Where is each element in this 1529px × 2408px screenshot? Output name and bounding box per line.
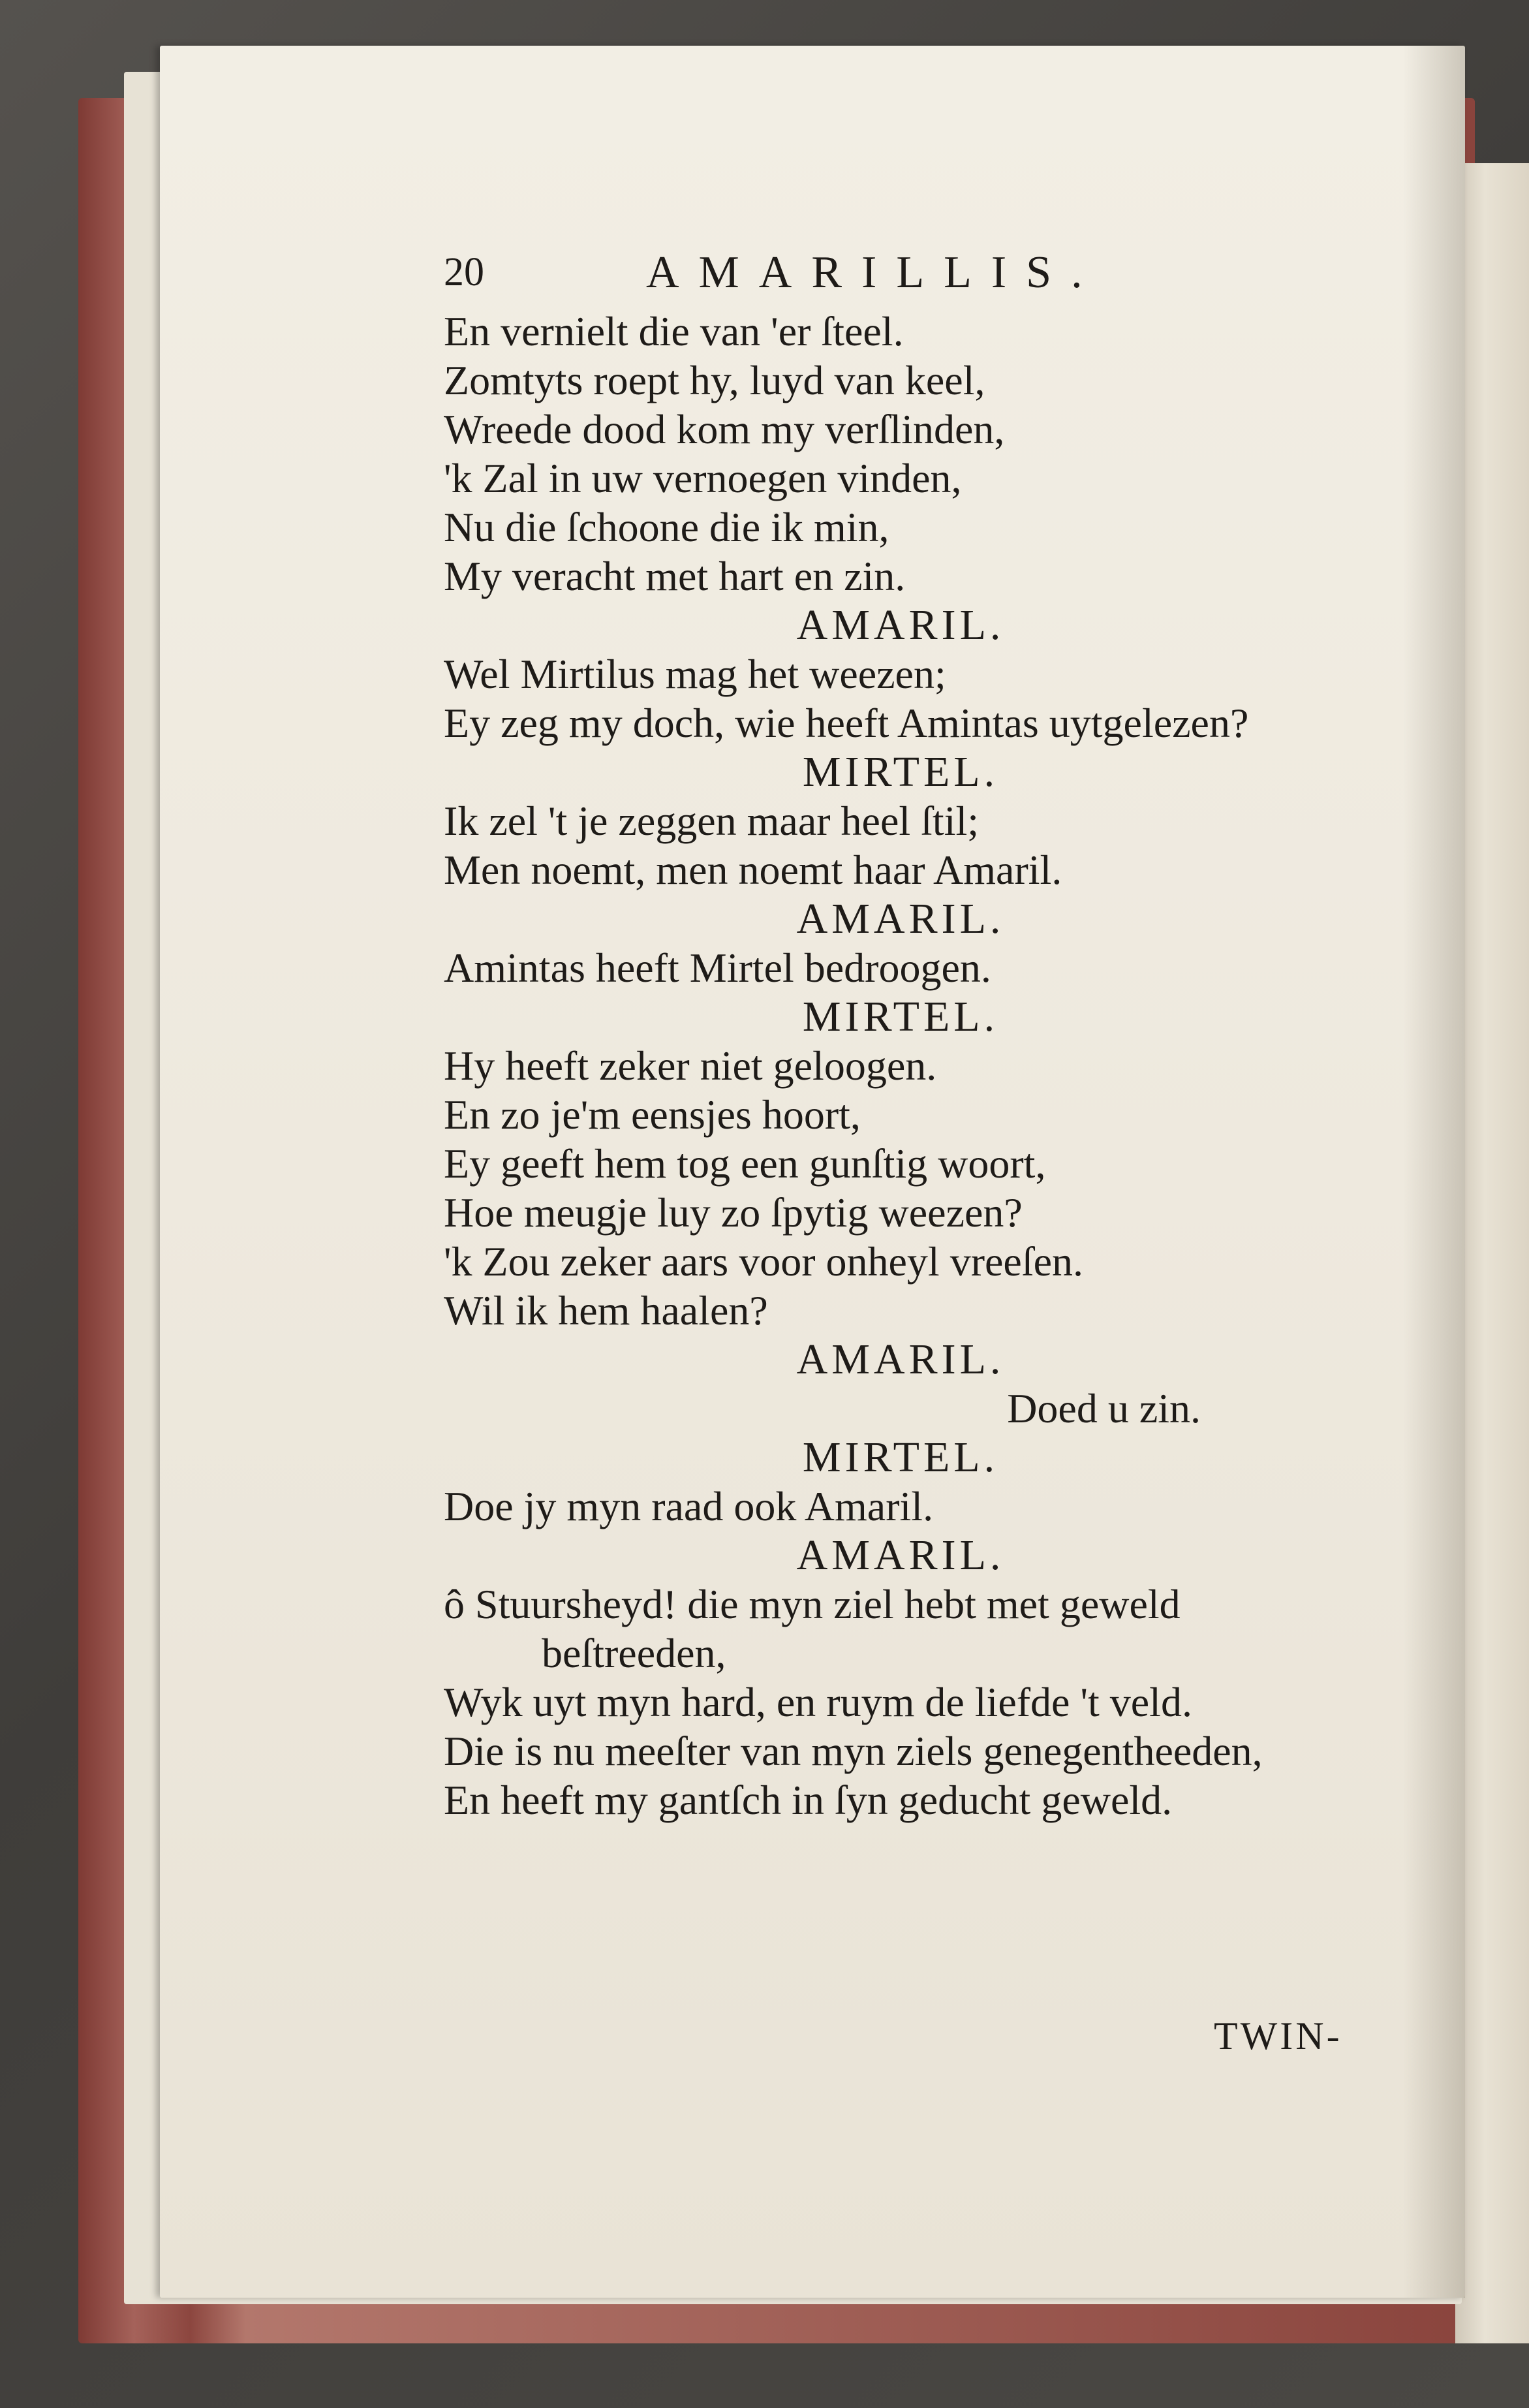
speaker-name: AMARIL. bbox=[796, 1336, 1005, 1383]
verse-line: Wil ik hem haalen? bbox=[444, 1287, 768, 1334]
speaker-name: MIRTEL. bbox=[802, 748, 999, 796]
speaker-name: MIRTEL. bbox=[802, 993, 999, 1040]
verse-line: Doed u zin. bbox=[1007, 1385, 1201, 1431]
verse-line: En vernielt die van 'er ſteel. bbox=[444, 308, 904, 354]
verse-line-continuation: beſtreeden, bbox=[542, 1630, 726, 1676]
verse-line: Amintas heeft Mirtel bedroogen. bbox=[444, 945, 991, 991]
page-text bbox=[444, 248, 1397, 1824]
verse-line: Men noemt, men noemt haar Amaril. bbox=[444, 847, 1062, 893]
verse-line: Wel Mirtilus mag het weezen; bbox=[444, 651, 946, 697]
speaker-name: AMARIL. bbox=[796, 1531, 1005, 1579]
verse-line: Die is nu meeſter van myn ziels genegentheeden, bbox=[444, 1728, 1263, 1774]
verse-line: Nu die ſchoone die ik min, bbox=[444, 504, 889, 550]
verse-line: 'k Zou zeker aars voor onheyl vreeſen. bbox=[444, 1238, 1083, 1285]
verse-line: Ey zeg my doch, wie heeft Amintas uytgelezen? bbox=[444, 700, 1249, 746]
verse-line: Zomtyts roept hy, luyd van keel, bbox=[444, 357, 985, 403]
verse-line: Hoe meugje luy zo ſpytig weezen? bbox=[444, 1189, 1023, 1236]
page-number: 20 bbox=[444, 250, 484, 294]
speaker-name: MIRTEL. bbox=[802, 1433, 999, 1481]
verse-line: Ey geeft hem tog een gunſtig woort, bbox=[444, 1140, 1046, 1187]
verse-line: Wreede dood kom my verſlinden, bbox=[444, 406, 1005, 452]
verse-line: Hy heeft zeker niet geloogen. bbox=[444, 1042, 937, 1089]
running-title: AMARILLIS. bbox=[646, 247, 1102, 298]
facing-page-edge bbox=[1455, 163, 1529, 2343]
speaker-name: AMARIL. bbox=[796, 895, 1005, 943]
catchword: TWIN- bbox=[1214, 2014, 1342, 2057]
verse-line: ô Stuursheyd! die myn ziel hebt met geweld bbox=[444, 1581, 1181, 1627]
running-head bbox=[444, 248, 1397, 307]
verse-line: En zo je'm eensjes hoort, bbox=[444, 1091, 861, 1138]
verse-line: Ik zel 't je zeggen maar heel ſtil; bbox=[444, 798, 980, 844]
verse-line: Wyk uyt myn hard, en ruym de liefde 't veld. bbox=[444, 1679, 1192, 1725]
verse-line: En heeft my gantſch in ſyn geducht geweld. bbox=[444, 1777, 1173, 1823]
verse-line: 'k Zal in uw vernoegen vinden, bbox=[444, 455, 962, 501]
verse-line: My veracht met hart en zin. bbox=[444, 553, 906, 599]
gutter-shadow bbox=[1403, 46, 1465, 2298]
verse-line: Doe jy myn raad ook Amaril. bbox=[444, 1483, 934, 1529]
speaker-name: AMARIL. bbox=[796, 601, 1005, 649]
